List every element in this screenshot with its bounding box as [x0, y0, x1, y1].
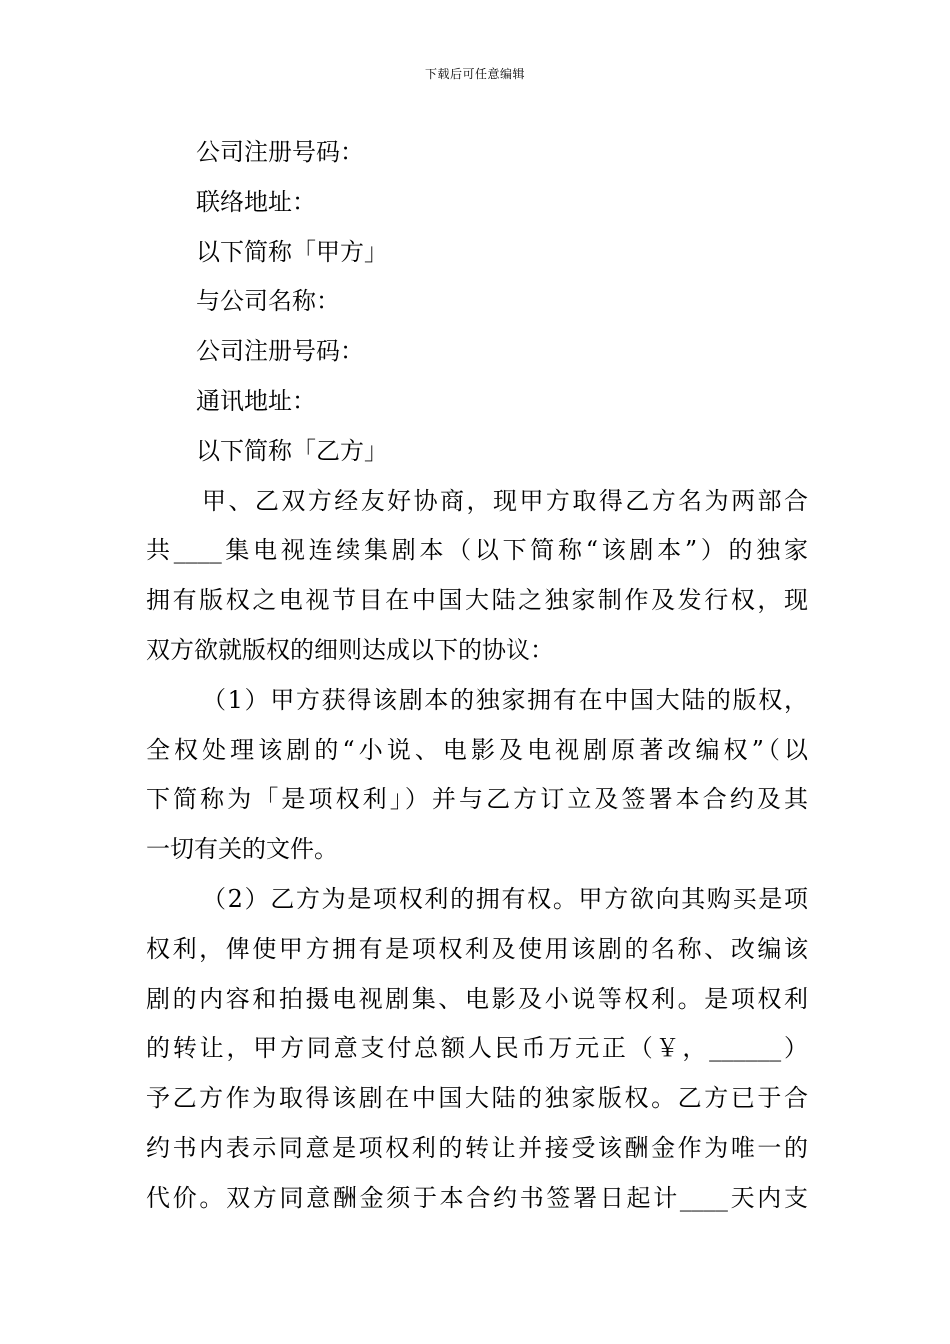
text-line: 的转让，甲方同意支付总额人民币万元正（￥，______）: [146, 1034, 808, 1063]
text-line: （2）乙方为是项权利的拥有权。甲方欲向其购买是项: [202, 884, 808, 913]
text-line: 通讯地址：: [196, 386, 316, 415]
text-line: 代价。双方同意酬金须于本合约书签署日起计____天内支: [146, 1183, 808, 1212]
text-line: 全权处理该剧的“小说、电影及电视剧原著改编权”（以: [146, 735, 808, 764]
text-line: 公司注册号码：: [196, 138, 364, 166]
text-line: （1）甲方获得该剧本的独家拥有在中国大陆的版权，: [202, 685, 808, 714]
text-line: 联络地址：: [196, 187, 316, 216]
contract-body: [146, 128, 808, 1224]
text-line: 以下简称「乙方」: [196, 436, 388, 465]
text-line: 约书内表示同意是项权利的转让并接受该酬金作为唯一的: [146, 1133, 808, 1162]
page-header-note: 下载后可任意编辑: [424, 67, 525, 81]
text-line: 下简称为「是项权利」）并与乙方订立及签署本合约及其: [146, 785, 808, 814]
text-line: 公司注册号码：: [196, 337, 364, 366]
text-line: 甲、乙双方经友好协商，现甲方取得乙方名为两部合: [202, 486, 808, 515]
text-line: 拥有版权之电视节目在中国大陆之独家制作及发行权，现: [146, 586, 808, 615]
text-line: 权利，俾使甲方拥有是项权利及使用该剧的名称、改编该: [146, 934, 808, 963]
text-line: 与公司名称：: [196, 287, 340, 316]
text-line: 以下简称「甲方」: [196, 237, 388, 266]
text-line: 一切有关的文件。: [146, 835, 338, 864]
text-line: 双方欲就版权的细则达成以下的协议：: [146, 635, 554, 664]
text-line: 共____集电视连续集剧本（以下简称“该剧本”）的独家: [146, 536, 808, 565]
text-line: 予乙方作为取得该剧在中国大陆的独家版权。乙方已于合: [146, 1084, 808, 1113]
text-line: 剧的内容和拍摄电视剧集、电影及小说等权利。是项权利: [146, 984, 808, 1013]
